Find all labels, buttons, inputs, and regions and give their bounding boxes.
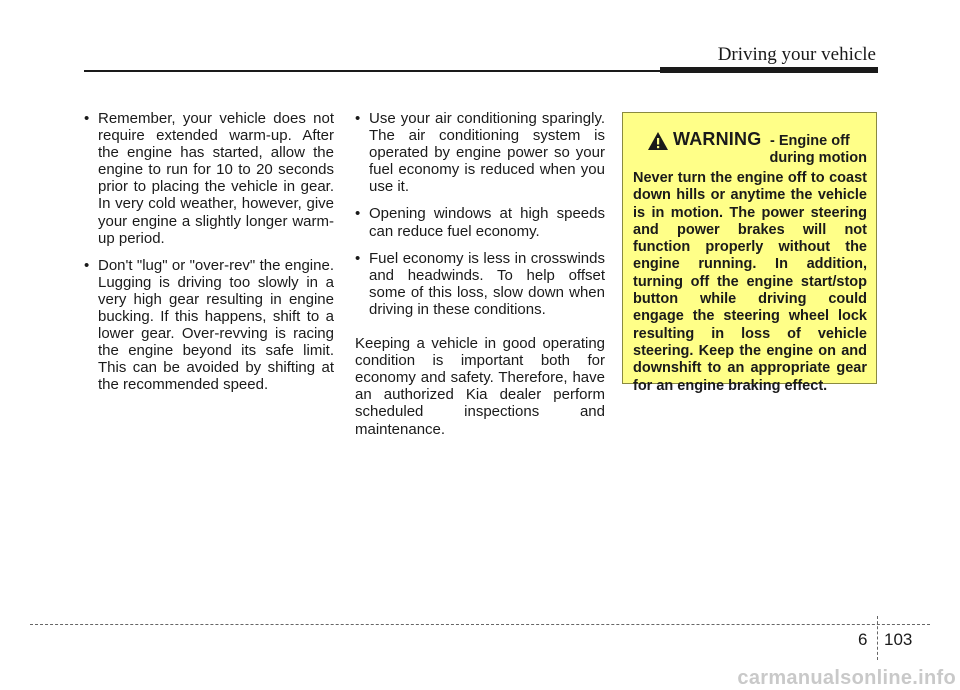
list-item: [84, 110, 334, 247]
bullet-icon: •: [355, 110, 361, 127]
bullet-icon: •: [355, 205, 361, 223]
left-column: [84, 110, 334, 404]
body-paragraph: Keeping a vehicle in good operating condition is important both for economy and safety. Therefore, have an authorized Kia dealer perform scheduled inspections and maintenance.: [355, 335, 605, 438]
bullet-text: Fuel economy is less in crosswinds and headwinds. To help offset some of this loss, slow down when driving in these conditions.: [369, 249, 605, 318]
header-rule-thin: [84, 70, 660, 72]
list-item: [84, 257, 334, 394]
warning-body: Never turn the engine off to coast down hills or anytime the vehicle is in motion. The power steering and power brakes will not function properly without the engine running. In addition, turning off the engine start/stop button while driving could engage the steering wheel lock resulting in loss of vehicle steering. Keep the engine on and downshift to an appropriate gear for an engine braking effect.: [633, 170, 867, 394]
footer-rule: [30, 624, 930, 625]
bullet-text: Remember, your vehicle does not require extended warm-up. After the engine has started, allow the engine to run for 10 to 20 seconds prior to placing the vehicle in gear. In very cold weather, however, give your engine a slightly longer warm-up period.: [98, 110, 334, 247]
bullet-text: Don't "lug" or "over-rev" the engine. Lugging is driving too slowly in a very high gear resulting in engine bucking. If this happens, shift to a lower gear. Over-revving is racing the engine beyond its safe limit. This can be avoided by shifting at the recommended speed.: [98, 256, 334, 394]
list-item: [355, 250, 605, 318]
warning-header: [633, 123, 867, 166]
bullet-icon: •: [355, 249, 361, 267]
warning-subtitle-continued: during motion: [769, 150, 867, 166]
bullet-icon: •: [84, 110, 90, 127]
page-header-title: Driving your vehicle: [717, 44, 876, 65]
middle-column: [355, 110, 605, 438]
bullet-text: Use your air conditioning sparingly. The air conditioning system is operated by engine power so your fuel economy is reduced when you use it.: [369, 110, 605, 196]
bullet-text: Opening windows at high speeds can reduce fuel economy.: [369, 205, 605, 240]
page-number: 103: [884, 630, 913, 649]
warning-label: WARNING: [673, 129, 762, 149]
chapter-number: 6: [858, 630, 868, 649]
warning-subtitle: - Engine off: [770, 133, 850, 149]
warning-box: [622, 112, 877, 394]
warning-triangle-icon: [647, 131, 669, 151]
header-rule-thick: [660, 67, 878, 73]
footer-divider: [877, 616, 878, 660]
watermark: carmanualsonline.info: [737, 667, 956, 689]
list-item: [355, 205, 605, 239]
list-item: [355, 110, 605, 195]
bullet-icon: •: [84, 256, 90, 274]
